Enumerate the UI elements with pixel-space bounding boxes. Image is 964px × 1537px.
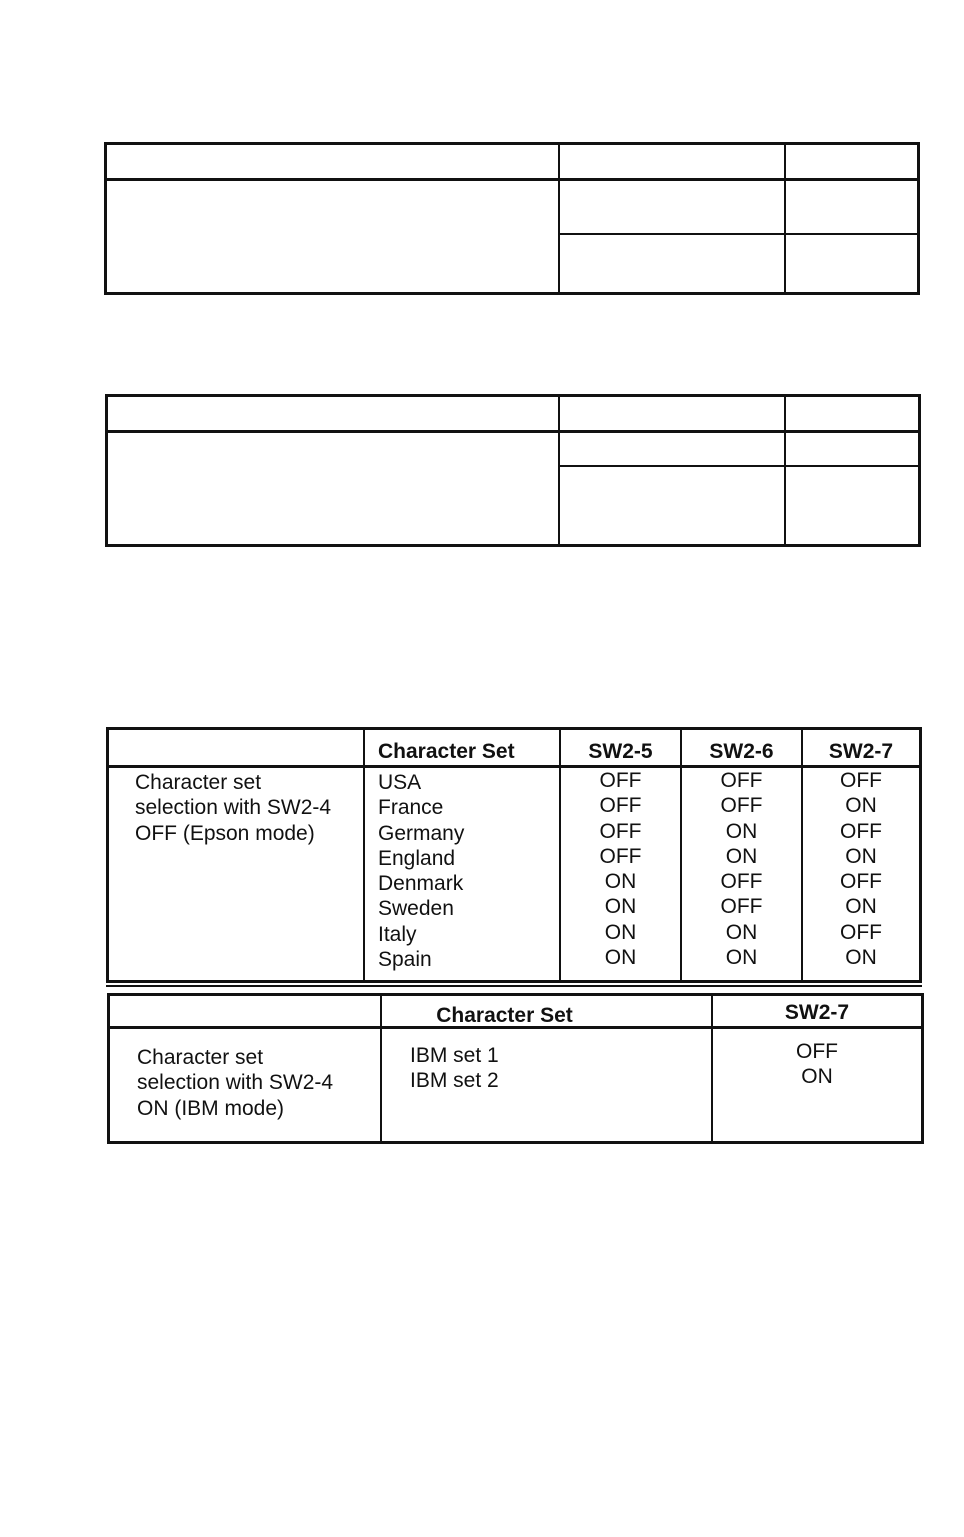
list-item: IBM set 1	[410, 1044, 499, 1067]
list-item: Italy	[378, 922, 417, 946]
ibm-sw2-7-values: OFF ON	[796, 1040, 838, 1089]
table-a-header-rule	[107, 178, 917, 181]
epson-character-set-list	[378, 770, 464, 972]
epson-sw2-7-values: OFF ON OFF ON OFF ON OFF ON	[840, 769, 882, 970]
epson-header-sw2-6: SW2-6	[709, 740, 774, 763]
table-b-col-divider-2	[784, 397, 786, 544]
list-item: Sweden	[378, 897, 454, 921]
empty-table-b	[105, 394, 921, 547]
list-item: France	[378, 796, 444, 820]
table-separator-rule	[106, 985, 922, 987]
epson-row-label: Character set selection with SW2-4 OFF (Epson mode)	[135, 771, 332, 845]
table-a-col-divider-1	[558, 145, 560, 292]
ibm-row-label: Character set selection with SW2-4 ON (IBM mode)	[137, 1046, 334, 1120]
table-b-header-rule	[108, 430, 918, 433]
epson-header-character-set: Character Set	[378, 740, 515, 763]
epson-sw2-5-values: OFF OFF OFF OFF ON ON ON ON	[599, 769, 642, 970]
list-item: USA	[378, 771, 422, 794]
list-item: England	[378, 846, 456, 870]
epson-header-sw2-7: SW2-7	[828, 740, 894, 763]
table-a-row-divider	[558, 233, 917, 235]
epson-character-set-table	[106, 727, 922, 983]
list-item: IBM set 2	[410, 1069, 499, 1093]
table-b-col-divider-1	[558, 397, 560, 544]
list-item: Germany	[378, 821, 465, 845]
epson-col-divider-1	[363, 730, 365, 980]
ibm-character-set-table	[107, 993, 924, 1144]
table-a-col-divider-2	[784, 145, 786, 292]
ibm-character-set-list	[410, 1043, 499, 1094]
table-b-row-divider	[558, 465, 918, 467]
empty-table-a	[104, 142, 920, 295]
epson-sw2-6-values: OFF OFF ON ON OFF OFF ON ON	[720, 769, 763, 970]
ibm-header-character-set: Character Set	[436, 1004, 573, 1027]
list-item: Spain	[378, 948, 432, 972]
epson-header-sw2-5: SW2-5	[588, 740, 653, 763]
ibm-header-sw2-7: SW2-7	[784, 1001, 850, 1024]
list-item: Denmark	[378, 872, 464, 896]
